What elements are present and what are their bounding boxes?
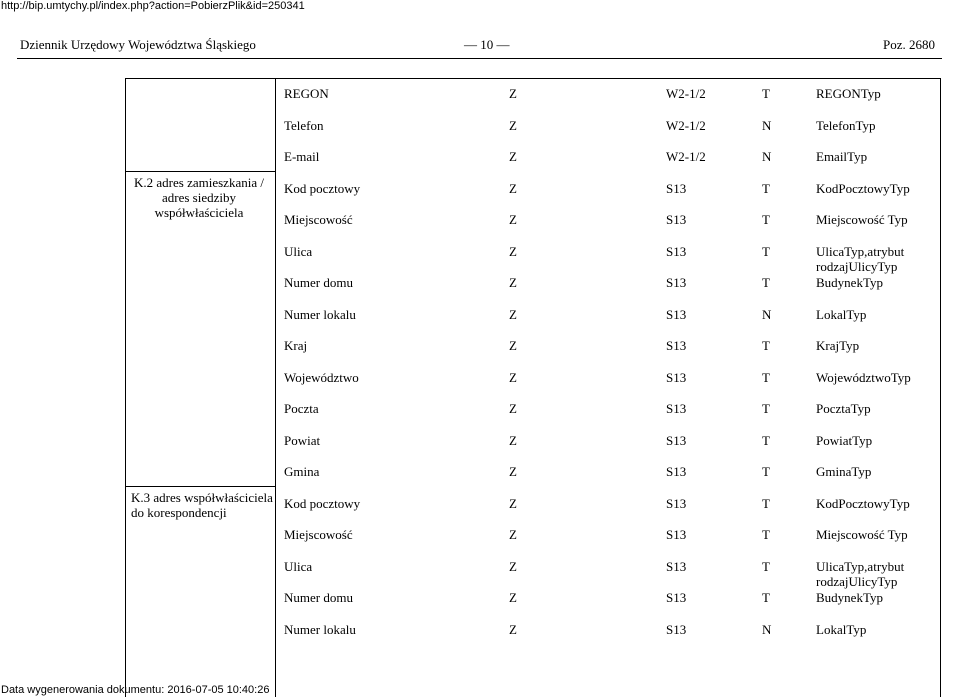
field-type: S13 — [666, 243, 687, 259]
field-name: Ulica — [284, 243, 313, 259]
field-xsd-type: KodPocztowyTyp — [816, 180, 910, 196]
field-required: Z — [509, 86, 517, 101]
field-type: S13 — [666, 558, 687, 574]
field-name: Ulica — [284, 558, 313, 574]
field-type: S13 — [666, 306, 687, 322]
field-name: REGON — [284, 86, 329, 101]
field-flag: T — [762, 338, 770, 353]
field-type: W2-1/2 — [666, 117, 706, 133]
field-xsd-type: KodPocztowyTyp — [816, 495, 910, 511]
field-name: Województwo — [284, 369, 359, 385]
field-type: S13 — [666, 527, 687, 542]
field-xsd-type: LokalTyp — [816, 306, 867, 322]
field-required: Z — [509, 495, 517, 511]
field-name: Numer lokalu — [284, 306, 356, 322]
field-type: S13 — [666, 495, 687, 511]
section-label: K.2 adres zamieszkania / adres siedziby współwłaściciela — [134, 174, 264, 220]
field-name: Gmina — [284, 464, 320, 479]
field-required: Z — [509, 149, 517, 164]
field-name: Kod pocztowy — [284, 180, 361, 196]
table-border-label — [275, 78, 276, 697]
field-flag: T — [762, 86, 770, 101]
field-type: S13 — [666, 621, 687, 637]
field-required: Z — [509, 527, 517, 542]
field-type: S13 — [666, 180, 687, 196]
field-required: Z — [509, 401, 517, 416]
field-type: S13 — [666, 275, 687, 290]
field-name: Telefon — [284, 117, 324, 133]
field-xsd-type: REGONTyp — [816, 86, 881, 101]
field-xsd-type: WojewództwoTyp — [816, 369, 911, 385]
field-type: S13 — [666, 401, 687, 416]
field-flag: T — [762, 432, 770, 448]
field-required: Z — [509, 117, 517, 133]
field-flag: T — [762, 180, 770, 196]
field-required: Z — [509, 558, 517, 574]
field-flag: T — [762, 590, 770, 605]
field-flag: T — [762, 369, 770, 385]
journal-title: Dziennik Urzędowy Województwa Śląskiego — [20, 37, 256, 52]
field-type: S13 — [666, 369, 687, 385]
field-xsd-attribute: rodzajUlicyTyp — [816, 258, 898, 274]
source-url: http://bip.umtychy.pl/index.php?action=PobierzPlik&id=250341 — [1, 0, 305, 12]
field-xsd-type: BudynekTyp — [816, 590, 883, 605]
field-xsd-attribute: rodzajUlicyTyp — [816, 573, 898, 589]
field-name: Numer lokalu — [284, 621, 356, 637]
field-xsd-type: UlicaTyp,atrybut — [816, 558, 905, 574]
field-flag: T — [762, 558, 770, 574]
field-name: E-mail — [284, 149, 320, 164]
field-flag: N — [762, 117, 772, 133]
field-required: Z — [509, 275, 517, 290]
field-type: S13 — [666, 464, 687, 479]
field-name: Kod pocztowy — [284, 495, 361, 511]
generation-date: Data wygenerowania dokumentu: 2016-07-05 10:40:26 — [1, 684, 270, 696]
table-border-top — [125, 78, 940, 79]
field-required: Z — [509, 621, 517, 637]
field-required: Z — [509, 212, 517, 227]
field-flag: T — [762, 495, 770, 511]
field-required: Z — [509, 338, 517, 353]
table-border-right — [940, 78, 941, 697]
field-xsd-type: BudynekTyp — [816, 275, 883, 290]
field-required: Z — [509, 180, 517, 196]
section-separator — [125, 486, 275, 487]
field-name: Poczta — [284, 401, 319, 416]
position-number: Poz. 2680 — [883, 37, 935, 52]
field-type: S13 — [666, 338, 687, 353]
field-xsd-type: UlicaTyp,atrybut — [816, 243, 905, 259]
field-xsd-type: GminaTyp — [816, 464, 872, 479]
field-required: Z — [509, 432, 517, 448]
field-flag: T — [762, 464, 770, 479]
field-xsd-type: PocztaTyp — [816, 401, 871, 416]
field-flag: T — [762, 401, 770, 416]
field-name: Numer domu — [284, 275, 353, 290]
field-xsd-type: KrajTyp — [816, 338, 860, 353]
field-flag: T — [762, 527, 770, 542]
field-xsd-type: Miejscowość Typ — [816, 212, 908, 227]
field-type: W2-1/2 — [666, 86, 706, 101]
field-xsd-type: PowiatTyp — [816, 432, 873, 448]
section-separator — [125, 171, 275, 172]
field-type: S13 — [666, 432, 687, 448]
field-required: Z — [509, 590, 517, 605]
field-xsd-type: TelefonTyp — [816, 117, 876, 133]
field-xsd-type: EmailTyp — [816, 149, 868, 164]
field-required: Z — [509, 306, 517, 322]
field-flag: N — [762, 149, 772, 164]
field-flag: T — [762, 212, 770, 227]
field-flag: N — [762, 306, 772, 322]
field-name: Kraj — [284, 338, 308, 353]
field-required: Z — [509, 243, 517, 259]
field-required: Z — [509, 464, 517, 479]
field-flag: T — [762, 275, 770, 290]
field-type: S13 — [666, 212, 687, 227]
field-flag: T — [762, 243, 770, 259]
field-type: W2-1/2 — [666, 149, 706, 164]
field-required: Z — [509, 369, 517, 385]
field-name: Powiat — [284, 432, 321, 448]
field-name: Miejscowość — [284, 527, 353, 542]
field-flag: N — [762, 621, 772, 637]
section-label: K.3 adres współwłaściciela do korespondencji — [131, 489, 273, 520]
page-number: — 10 — — [464, 37, 510, 52]
field-name: Numer domu — [284, 590, 353, 605]
field-xsd-type: LokalTyp — [816, 621, 867, 637]
field-type: S13 — [666, 590, 687, 605]
field-xsd-type: Miejscowość Typ — [816, 527, 908, 542]
field-name: Miejscowość — [284, 212, 353, 227]
